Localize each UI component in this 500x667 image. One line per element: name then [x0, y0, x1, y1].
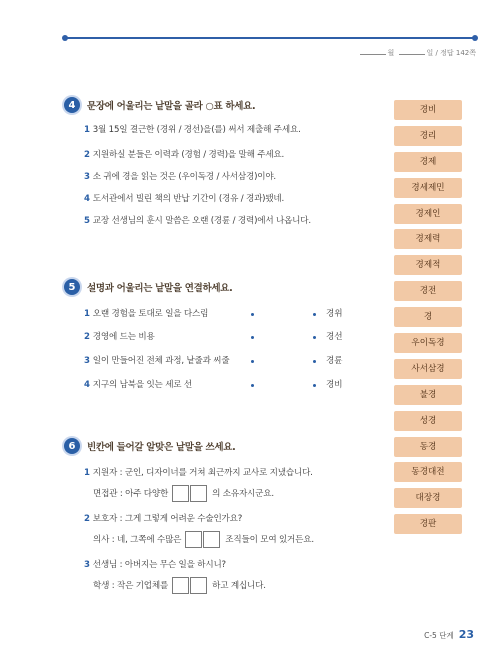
section-number-badge: 5	[64, 279, 80, 295]
word-bank-item: 경리	[394, 126, 462, 146]
question-number: 2	[84, 332, 90, 342]
question-text: 일이 만들어진 전체 과정, 낱줄과 씨줄	[92, 356, 230, 366]
question-text: 소 귀에 경을 읽는 것은 (우이독경 / 사서삼경)이야.	[92, 172, 276, 182]
word-bank-item: 동경대전	[394, 462, 462, 482]
header-rule-right-dot	[472, 35, 478, 41]
word-bank-item: 경세제민	[394, 178, 462, 198]
section-title: 빈칸에 들어갈 알맞은 낱말을 쓰세요.	[87, 442, 236, 453]
answer-reference: / 정답 142쪽	[435, 49, 476, 57]
dialogue-text: 의사 : 네, 그쪽에 수많은	[93, 535, 182, 545]
day-blank[interactable]	[399, 54, 425, 55]
section-6	[64, 437, 314, 591]
answer-box[interactable]	[172, 485, 189, 502]
word-bank-item: 사서삼경	[394, 359, 462, 379]
question-number: 3	[84, 560, 90, 570]
question-text: 지구의 남북을 잇는 세로 선	[92, 380, 193, 390]
question-number: 3	[84, 356, 90, 366]
dialogue-text: 보호자 : 그게 그렇게 어려운 수술인가요?	[92, 514, 243, 524]
word-bank-item: 우이독경	[394, 333, 462, 353]
dialogue-text: 하고 계십니다.	[212, 581, 266, 591]
section-number-badge: 4	[64, 97, 80, 113]
page-footer	[424, 628, 474, 641]
word-bank-item: 경판	[394, 514, 462, 534]
question-4-3[interactable]	[84, 170, 276, 182]
question-number: 3	[84, 172, 90, 182]
answer-box[interactable]	[190, 485, 207, 502]
word-bank-item: 동경	[394, 437, 462, 457]
match-dot-right-1[interactable]	[313, 313, 316, 316]
section-5-header	[64, 278, 233, 296]
section-title: 문장에 어울리는 낱말을 골라 ○표 하세요.	[87, 101, 256, 112]
month-label: 월	[387, 49, 395, 57]
word-bank-item: 경제적	[394, 255, 462, 275]
answer-box[interactable]	[203, 531, 220, 548]
question-text: 지원하실 분들은 이력과 (경험 / 경력)을 말해 주세요.	[92, 150, 285, 160]
word-bank	[394, 100, 462, 540]
answer-boxes	[172, 577, 208, 594]
dialogue-text: 선생님 : 아버지는 무슨 일을 하시니?	[92, 560, 226, 570]
question-4-1[interactable]	[84, 123, 301, 135]
question-number: 4	[84, 194, 90, 204]
match-left-2	[84, 330, 155, 342]
question-4-2[interactable]	[84, 148, 284, 160]
word-bank-item: 경비	[394, 100, 462, 120]
match-word-2: 경선	[326, 332, 343, 342]
question-number: 5	[84, 216, 90, 226]
word-bank-item: 불경	[394, 385, 462, 405]
page-number: 23	[458, 628, 474, 641]
dialogue-text: 의 소유자시군요.	[212, 489, 274, 499]
question-4-4[interactable]	[84, 192, 284, 204]
word-bank-item: 대장경	[394, 488, 462, 508]
question-text: 도서관에서 빌린 책의 반납 기간이 (경유 / 경과)됐네.	[92, 194, 285, 204]
match-left-1	[84, 307, 208, 319]
word-bank-item: 경제력	[394, 229, 462, 249]
match-left-3	[84, 354, 230, 366]
match-word-1: 경위	[326, 309, 343, 319]
unit-label: C-5 단계	[424, 631, 454, 640]
answer-box[interactable]	[172, 577, 189, 594]
month-blank[interactable]	[360, 54, 386, 55]
section-4-header	[64, 96, 255, 114]
match-dot-left-4[interactable]	[251, 384, 254, 387]
dialogue-text: 학생 : 작은 기업체를	[93, 581, 169, 591]
dialogue-1-line-1	[84, 466, 313, 478]
question-4-5[interactable]	[84, 214, 311, 226]
dialogue-2-line-2	[93, 531, 314, 548]
question-number: 2	[84, 150, 90, 160]
section-6-header	[64, 437, 236, 455]
word-bank-item: 경	[394, 307, 462, 327]
question-number: 2	[84, 514, 90, 524]
section-title: 설명과 어울리는 낱말을 연결하세요.	[87, 283, 233, 294]
dialogue-text: 지원자 : 군인, 디자이너를 거쳐 최근까지 교사로 지냈습니다.	[92, 468, 313, 478]
word-bank-item: 성경	[394, 411, 462, 431]
answer-boxes	[185, 531, 221, 548]
match-dot-right-4[interactable]	[313, 384, 316, 387]
dialogue-3-line-2	[93, 577, 266, 594]
question-number: 4	[84, 380, 90, 390]
dialogue-2-line-1	[84, 512, 242, 524]
word-bank-item: 경전	[394, 281, 462, 301]
match-dot-right-2[interactable]	[313, 336, 316, 339]
match-dot-left-1[interactable]	[251, 313, 254, 316]
word-bank-item: 경제	[394, 152, 462, 172]
dialogue-3-line-1	[84, 558, 226, 570]
match-left-4	[84, 378, 192, 390]
match-word-4: 경비	[326, 380, 343, 390]
header-rule	[64, 37, 476, 39]
match-dot-right-3[interactable]	[313, 360, 316, 363]
dialogue-1-line-2	[93, 485, 274, 502]
answer-box[interactable]	[190, 577, 207, 594]
question-number: 1	[84, 468, 90, 478]
match-word-3: 경륜	[326, 356, 343, 366]
section-5	[64, 278, 343, 390]
dialogue-text: 조직들이 모여 있거든요.	[225, 535, 314, 545]
date-line	[358, 48, 476, 58]
answer-box[interactable]	[185, 531, 202, 548]
dialogue-text: 면접관 : 아주 다양한	[93, 489, 169, 499]
question-text: 3월 15일 결근한 (경위 / 경선)을(를) 써서 제출해 주세요.	[92, 125, 301, 135]
section-number-badge: 6	[64, 438, 80, 454]
match-dot-left-2[interactable]	[251, 336, 254, 339]
section-4	[64, 96, 311, 226]
word-bank-item: 경제인	[394, 204, 462, 224]
question-text: 오랜 경험을 토대로 일을 다스림	[92, 309, 209, 319]
question-text: 교장 선생님의 훈시 말씀은 오랜 (경륜 / 경력)에서 나옵니다.	[92, 216, 311, 226]
question-number: 1	[84, 125, 90, 135]
question-number: 1	[84, 309, 90, 319]
match-dot-left-3[interactable]	[251, 360, 254, 363]
day-label: 일	[426, 49, 434, 57]
question-text: 경영에 드는 비용	[92, 332, 155, 342]
answer-boxes	[172, 485, 208, 502]
